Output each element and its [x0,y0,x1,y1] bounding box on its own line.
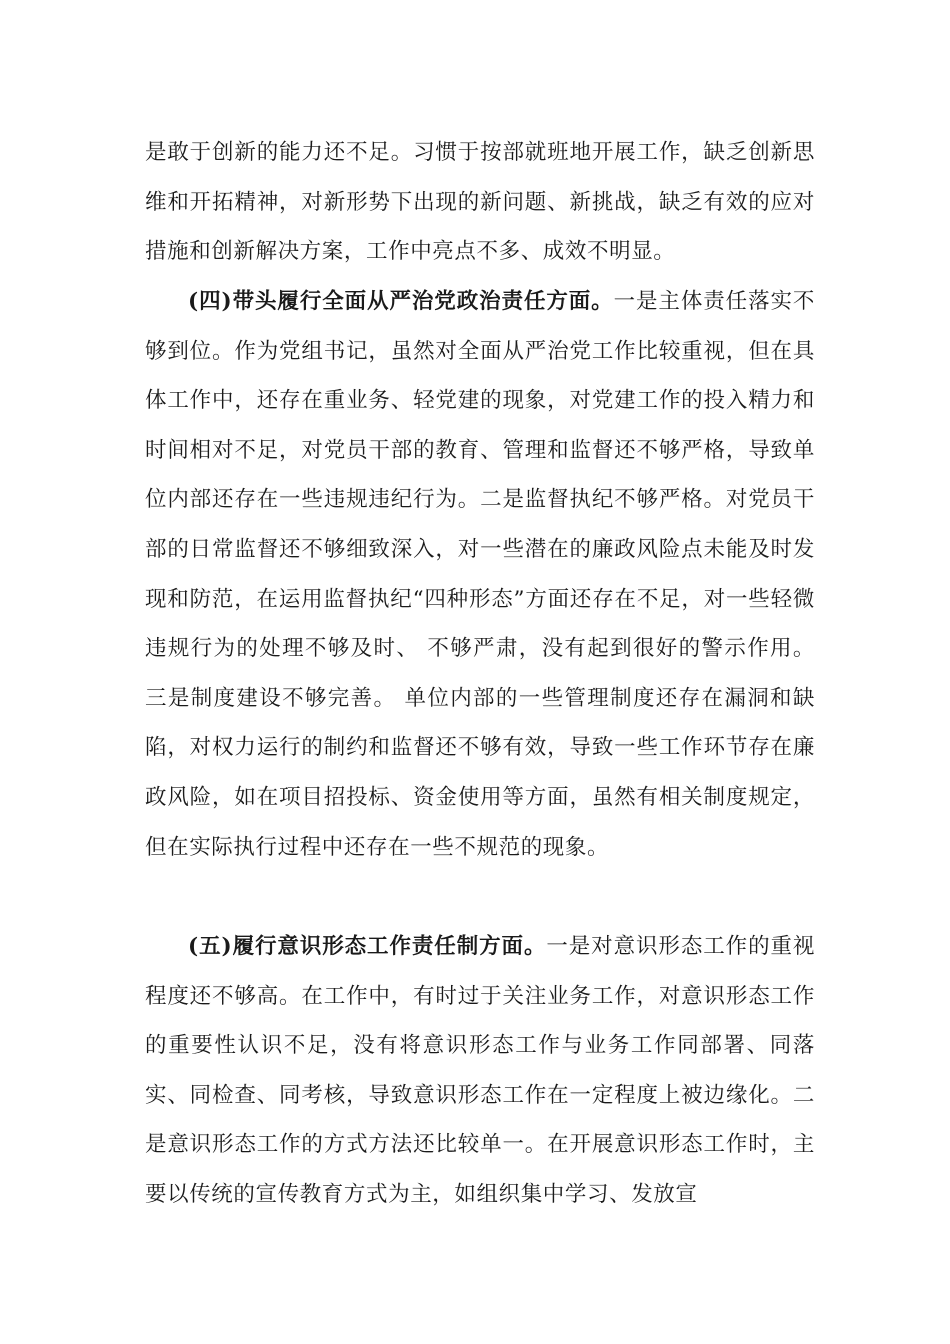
section-five-heading: (五)履行意识形态工作责任制方面。 [188,934,547,959]
paragraph-2 [145,277,815,872]
paragraph-3 [145,922,815,1220]
paragraph-section-five [145,922,815,1220]
paragraph-section-four [145,277,815,872]
paragraph-continuation [145,128,815,277]
section-five-body: 一是对意识形态工作的重视程度还不够高。在工作中，有时过于关注业务工作，对意识形态工作的重要性认识不足，没有将意识形态工作与业务工作同部署、同落实、同检查、同考核，导致意识形态工作在一定程度上被边缘化。二是意识形态工作的方式方法还比较单一。在开展意识形态工作时，主要以传统的宣传教育方式为主，如组织集中学习、发放宣 [145,934,815,1207]
section-four-body: 一是主体责任落实不够到位。作为党组书记，虽然对全面从严治党工作比较重视，但在具体工作中，还存在重业务、轻党建的现象，对党建工作的投入精力和时间相对不足，对党员干部的教育、管理和监督还不够严格，导致单位内部还存在一些违规违纪行为。二是监督执纪不够严格。对党员干部的日常监督还不够细致深入，对一些潜在的廉政风险点未能及时发现和防范，在运用监督执纪“四种形态”方面还存在不足，对一些轻微违规行为的处理不够及时、 不够严肃，没有起到很好的警示作用。三是制度建设不够完善。 单位内部的一些管理制度还存在漏洞和缺陷，对权力运行的制约和监督还不够有效，导致一些工作环节存在廉政风险，如在项目招投标、资金使用等方面，虽然有相关制度规定，但在实际执行过程中还存在一些不规范的现象。 [145,289,815,860]
section-four-heading: (四)带头履行全面从严治党政治责任方面。 [188,289,614,314]
paragraph-1-text: 是敢于创新的能力还不足。习惯于按部就班地开展工作，缺乏创新思维和开拓精神，对新形势下出现的新问题、新挑战，缺乏有效的应对措施和创新解决方案，工作中亮点不多、成效不明显。 [145,140,815,265]
